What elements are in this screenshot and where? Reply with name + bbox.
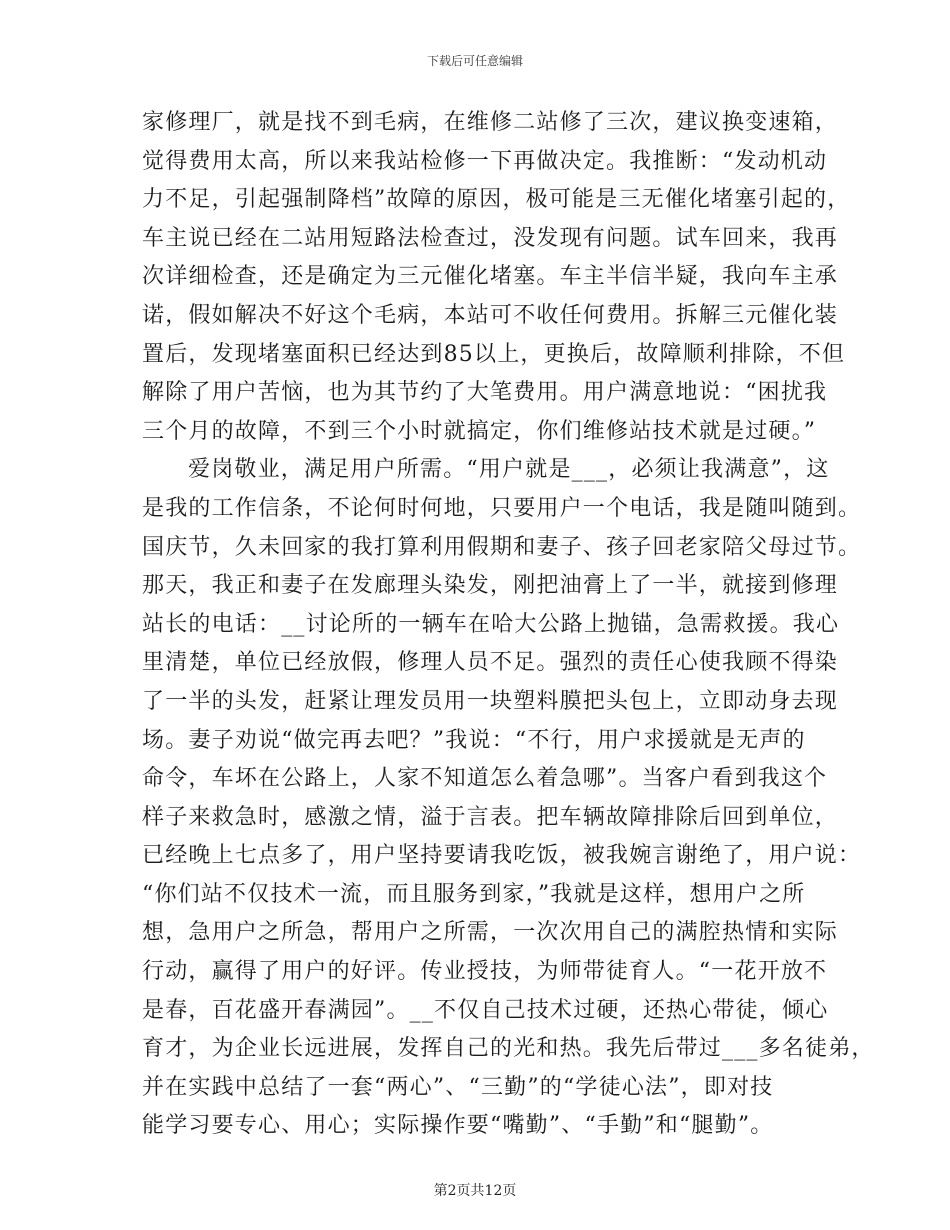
text-line: “你们站不仅技术一流，而且服务到家，”我就是这样，想用户之所 [142, 881, 806, 907]
text-line: 站长的电话：__讨论所的一辆车在哈大公路上抛锚，急需救援。我心 [142, 611, 840, 637]
text-line: 力不足，引起强制降档”故障的原因，极可能是三无催化堵塞引起的， [142, 187, 851, 213]
text-line: 置后，发现堵塞面积已经达到85以上，更换后，故障顺利排除，不但 [142, 341, 846, 367]
text-line: 是春，百花盛开春满园”。__不仅自己技术过硬，还热心带徒，倾心 [142, 997, 829, 1023]
text-line: 是我的工作信条，不论何时何地，只要用户一个电话，我是随叫随到。 [142, 495, 862, 521]
text-line: 场。妻子劝说“做完再去吧？”我说：“不行，用户求援就是无声的 [142, 727, 806, 753]
document-body [142, 104, 875, 1146]
text-line: 诺，假如解决不好这个毛病，本站可不收任何费用。拆解三元催化装 [142, 302, 839, 328]
text-line: 能学习要专心、用心；实际操作要“嘴勤”、“手勤”和“腿勤”。 [142, 1113, 774, 1139]
text-line: 样子来救急时，感激之情，溢于言表。把车辆故障排除后回到单位， [142, 804, 839, 830]
text-line: 命令，车坏在公路上，人家不知道怎么着急哪”。当客户看到我这个 [142, 766, 828, 792]
text-line: 国庆节，久未回家的我打算利用假期和妻子、孩子回老家陪父母过节。 [142, 534, 862, 560]
text-line: 次详细检查，还是确定为三元催化堵塞。车主半信半疑，我向车主承 [142, 264, 839, 290]
text-line: 觉得费用太高，所以来我站检修一下再做决定。我推断：“发动机动 [142, 148, 828, 174]
text-line: 了一半的头发，赶紧让理发员用一块塑料膜把头包上，立即动身去现 [142, 688, 839, 714]
text-line: 想，急用户之所急，帮用户之所需，一次次用自己的满腔热情和实际 [142, 920, 839, 946]
text-line: 车主说已经在二站用短路法检查过，没发现有问题。试车回来，我再 [142, 225, 839, 251]
text-line: 解除了用户苦恼，也为其节约了大笔费用。用户满意地说：“困扰我 [142, 380, 828, 406]
paragraph-start-line: 爱岗敬业，满足用户所需。“用户就是___，必须让我满意”，这 [188, 457, 830, 483]
text-line: 育才，为企业长远进展，发挥自己的光和热。我先后带过___多名徒弟， [142, 1036, 875, 1062]
text-line: 家修理厂，就是找不到毛病，在维修二站修了三次，建议换变速箱， [142, 110, 839, 135]
page-number-footer: 第2页共12页 [433, 1183, 517, 1199]
text-line: 里清楚，单位已经放假，修理人员不足。强烈的责任心使我顾不得染 [142, 650, 839, 676]
page-header: 下载后可任意编辑 [426, 54, 523, 68]
text-line: 行动，赢得了用户的好评。传业授技，为师带徒育人。“一花开放不 [142, 959, 828, 985]
text-line: 那天，我正和妻子在发廊理头染发，刚把油膏上了一半，就接到修理 [142, 573, 839, 599]
text-line: 三个月的故障，不到三个小时就搞定，你们维修站技术就是过硬。” [142, 418, 817, 444]
text-line: 并在实践中总结了一套“两心”、“三勤”的“学徒心法”，即对技 [142, 1074, 774, 1100]
text-line: 已经晚上七点多了，用户坚持要请我吃饭，被我婉言谢绝了，用户说： [142, 843, 862, 869]
